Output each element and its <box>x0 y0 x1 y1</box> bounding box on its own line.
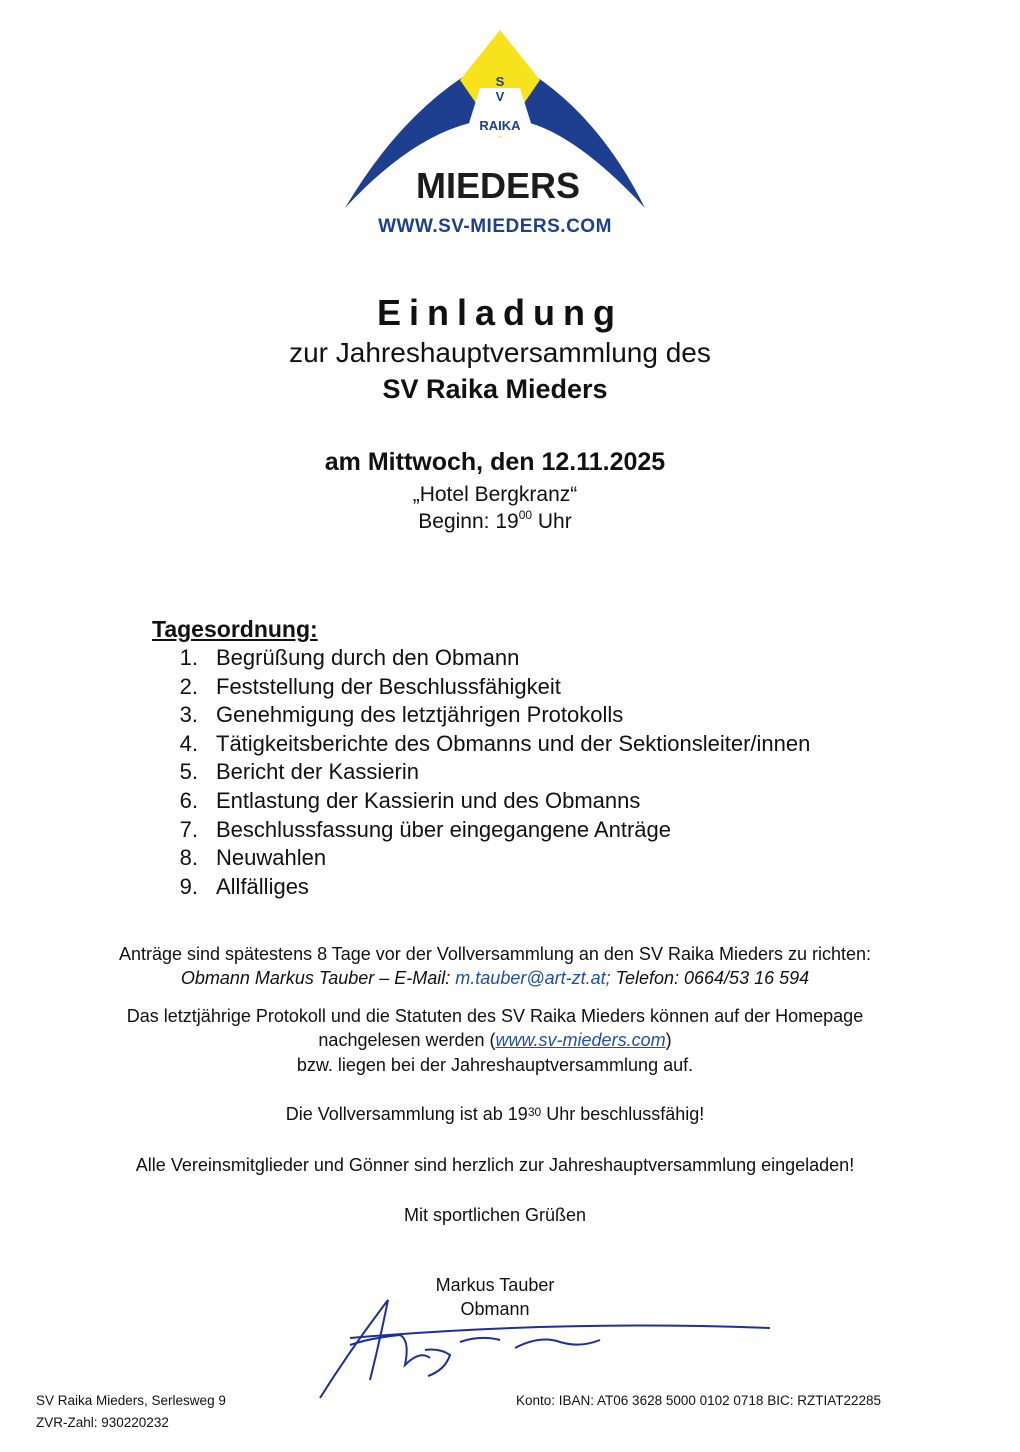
agenda-item-text: Allfälliges <box>216 873 309 899</box>
protokoll-prefix: nachgelesen werden ( <box>318 1030 496 1050</box>
agenda-item <box>150 673 950 702</box>
agenda-item-text: Entlastung der Kassierin und des Obmanns <box>216 787 641 813</box>
quorum-minutes: 30 <box>527 1105 542 1119</box>
agenda-item-number: 9. <box>179 873 198 899</box>
agenda-item <box>150 844 950 873</box>
agenda-item-number: 2. <box>179 673 198 699</box>
agenda-item-number: 5. <box>179 759 198 785</box>
quorum-suffix: Uhr beschlussfähig! <box>541 1104 705 1124</box>
protokoll-suffix: ) <box>665 1030 672 1050</box>
agenda-item-text: Bericht der Kassierin <box>216 759 419 785</box>
footer-address-line: SV Raika Mieders, Serlesweg 9 <box>36 1393 226 1408</box>
protokoll-note-line2 <box>0 1028 990 1052</box>
contact-email-link[interactable]: m.tauber@art-zt.at; <box>455 968 611 988</box>
agenda-item-number: 6. <box>179 787 198 813</box>
agenda-item <box>150 873 950 902</box>
agenda-item-text: Feststellung der Beschlussfähigkeit <box>216 673 561 699</box>
agenda-item-number: 4. <box>179 730 198 756</box>
agenda-item-text: Neuwahlen <box>216 845 327 871</box>
footer-address <box>36 1390 226 1434</box>
invitation-note: Alle Vereinsmitglieder und Gönner sind herzlich zur Jahreshauptversammlung eingeladen! <box>135 1155 855 1175</box>
page-title: Einladung <box>377 292 623 333</box>
agenda-item-number: 8. <box>179 845 198 871</box>
protokoll-note-line1: Das letztjährige Protokoll und die Statuten des SV Raika Mieders können auf der Homepage <box>126 1006 864 1026</box>
antraege-note: Anträge sind spätestens 8 Tage vor der Vollversammlung an den SV Raika Mieders zu richten: <box>118 944 872 964</box>
sv-mieders-logo <box>340 28 650 243</box>
agenda-item <box>150 701 950 730</box>
agenda-list <box>150 644 950 901</box>
footer-zvr: ZVR-Zahl: 930220232 <box>36 1415 169 1430</box>
event-venue: „Hotel Bergkranz“ <box>412 483 578 506</box>
club-name: SV Raika Mieders <box>382 374 608 404</box>
agenda-title: Tagesordnung: <box>152 616 318 642</box>
agenda-item <box>150 644 950 673</box>
event-begin <box>0 510 990 534</box>
agenda-item-text: Beschlussfassung über eingegangene Anträge <box>216 816 672 842</box>
footer-bank: Konto: IBAN: AT06 3628 5000 0102 0718 BIC: RZTIAT22285 <box>516 1393 881 1408</box>
agenda-item-number: 7. <box>179 816 198 842</box>
agenda-item <box>150 787 950 816</box>
signer-block <box>390 1273 600 1321</box>
agenda-item <box>150 730 950 759</box>
contact-phone: Telefon: 0664/53 16 594 <box>610 968 810 988</box>
contact-line <box>0 966 990 990</box>
agenda-item-number: 3. <box>179 702 198 728</box>
logo-mieders: MIEDERS <box>415 165 581 206</box>
agenda-item-text: Tätigkeitsberichte des Obmanns und der Sektionsleiter/innen <box>216 730 811 756</box>
greeting: Mit sportlichen Grüßen <box>403 1205 587 1225</box>
signer-role: Obmann <box>460 1299 530 1319</box>
begin-label: Beginn: 19 <box>418 510 519 533</box>
signer-name: Markus Tauber <box>435 1275 555 1295</box>
agenda-item <box>150 758 950 787</box>
begin-suffix: Uhr <box>532 510 572 533</box>
agenda-item-text: Genehmigung des letztjährigen Protokolls <box>216 702 624 728</box>
agenda-item <box>150 816 950 845</box>
protokoll-note-line3: bzw. liegen bei der Jahreshauptversammlung auf. <box>296 1055 694 1075</box>
logo-letter-s: S <box>495 74 505 89</box>
agenda-item-text: Begrüßung durch den Obmann <box>216 645 520 670</box>
agenda-item-number: 1. <box>179 645 198 670</box>
homepage-link[interactable]: www.sv-mieders.com <box>495 1030 666 1050</box>
logo-url: WWW.SV-MIEDERS.COM <box>378 216 612 237</box>
quorum-note <box>0 1102 990 1126</box>
logo-raika: RAIKA <box>479 118 521 133</box>
quorum-prefix: Die Vollversammlung ist ab 19 <box>285 1104 528 1124</box>
page-subtitle: zur Jahreshauptversammlung des <box>289 337 711 368</box>
contact-prefix: Obmann Markus Tauber – E-Mail: <box>180 968 456 988</box>
begin-minutes: 00 <box>518 508 533 522</box>
logo-letter-v: V <box>495 89 505 104</box>
event-date: am Mittwoch, den 12.11.2025 <box>324 448 666 476</box>
